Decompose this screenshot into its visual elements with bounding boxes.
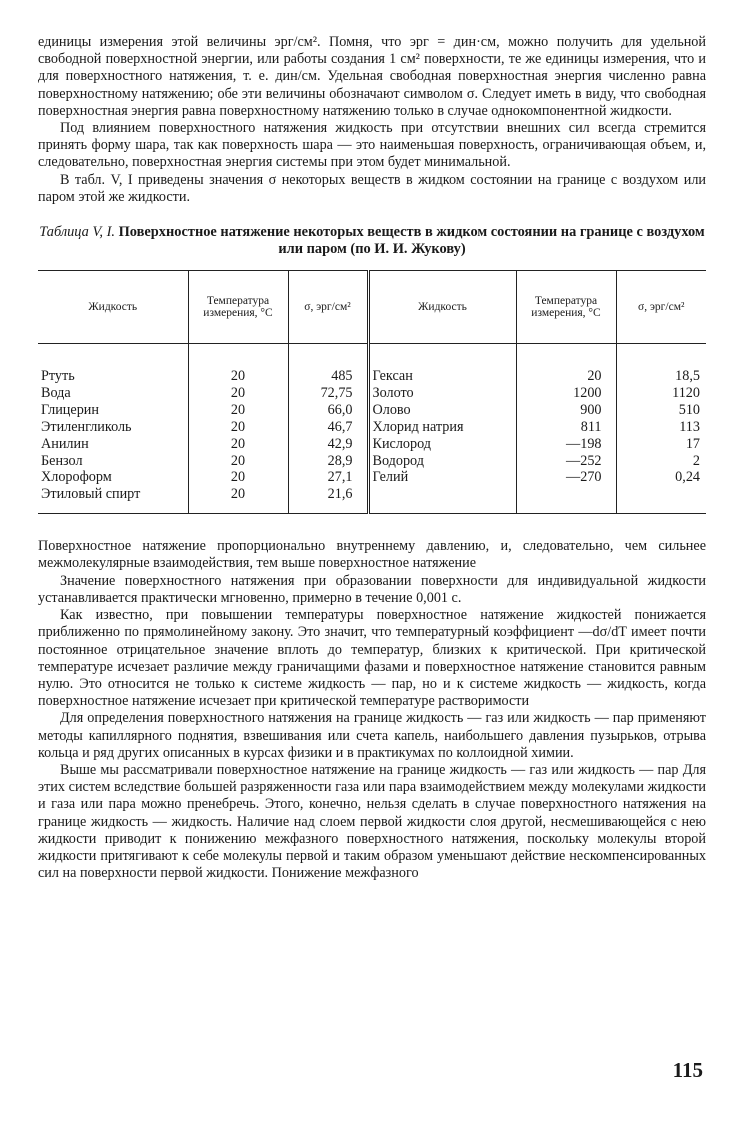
cell-liquid: Ртуть: [41, 368, 75, 385]
header-temp-left: Температура измерения, °С: [188, 271, 288, 344]
cell-temp: 20: [188, 486, 288, 513]
cell-sigma: 113: [616, 419, 706, 436]
cell-liquid: Водород: [368, 453, 516, 470]
cell-sigma: 46,7: [288, 419, 368, 436]
table-row: [38, 419, 706, 436]
cell-sigma: 18,5: [616, 344, 706, 385]
cell-liquid: Хлорид натрия: [368, 419, 516, 436]
cell-sigma: 42,9: [288, 436, 368, 453]
cell-sigma: 66,0: [288, 402, 368, 419]
paragraph-measurement-methods: Для определения поверхностного натяжения на границе жидкость — газ или жидкость — пар применяют методы капиллярного поднятия, взвешивания или счета капель, наибольшего давления пузырьков, отрыва кольца и ряд других описанных в курсах физики и в практикумах по коллоидной химии.: [38, 710, 706, 761]
table-row: [38, 453, 706, 470]
cell-sigma: 28,9: [288, 453, 368, 470]
paragraph-instant-formation: Значение поверхностного натяжения при образовании поверхности для индивидуальной жидкости устанавливается практически мгновенно, примерно в течение 0,001 с.: [38, 572, 706, 606]
table-row: [38, 486, 706, 513]
cell-sigma: 510: [616, 402, 706, 419]
cell-temp: —252: [516, 453, 616, 470]
page-body: [38, 34, 706, 882]
page-number: 115: [672, 1058, 703, 1082]
cell-temp: 20: [188, 344, 288, 385]
paragraph-continuation: единицы измерения этой величины эрг/см². Помня, что эрг = дин·см, можно получить для удельной свободной поверхностной энергии, или работы создания 1 см² поверхности, те же единицы измерения, что и для поверхностного натяжения, т. е. дин/см. Удельная свободная поверхностная энергия численно равна поверхностному натяжению; обе эти величины обозначают символом σ. Следует иметь в виду, что свободная поверхностная энергия равна поверхностному натяжению только в случае однокомпонентной жидкости.: [38, 34, 706, 119]
cell-sigma: 21,6: [288, 486, 368, 513]
cell-temp: 20: [188, 419, 288, 436]
table-row: [38, 436, 706, 453]
cell-temp: [516, 486, 616, 513]
cell-liquid: Вода: [41, 384, 71, 401]
header-sigma-right: σ, эрг/см²: [616, 271, 706, 344]
paragraph-interfacial-tension: Выше мы рассматривали поверхностное натяжение на границе жидкость — газ или жидкость — пар Для этих систем вследствие большей разряженности газа или пара взаимодействием между молекулами жидкости и газа или пара можно пренебречь. Этого, конечно, нельзя сделать в случае поверхностного натяжения на границе жидкость — жидкость. Наличие над слоем первой жидкости слоя другой, несмешивающейся с нею жидкости приводит к понижению межфазного поверхностного натяжения, поскольку молекулы второй жидкости притягивают к себе молекулы первой и таким образом уменьшают действие нескомпенсированных сил на поверхности первой жидкости. Понижение межфазного: [38, 761, 706, 882]
cell-liquid: Гексан: [368, 344, 516, 385]
cell-temp: 811: [516, 419, 616, 436]
cell-temp: 20: [188, 436, 288, 453]
cell-temp: —198: [516, 436, 616, 453]
cell-liquid: Кислород: [368, 436, 516, 453]
paragraph-table-intro: В табл. V, I приведены значения σ некоторых веществ в жидком состоянии на границе с воздухом или паром этой же жидкости.: [38, 171, 706, 205]
cell-temp: 20: [516, 344, 616, 385]
cell-liquid: Бензол: [41, 452, 83, 469]
header-liquid-right: Жидкость: [368, 271, 516, 344]
header-sigma-left: σ, эрг/см²: [288, 271, 368, 344]
cell-temp: 20: [188, 385, 288, 402]
cell-liquid: Анилин: [41, 435, 89, 452]
cell-temp: 20: [188, 402, 288, 419]
cell-sigma: 17: [616, 436, 706, 453]
header-liquid-left: Жидкость: [88, 300, 138, 313]
cell-sigma: 485: [288, 344, 368, 385]
table-row: [38, 385, 706, 402]
cell-temp: 900: [516, 402, 616, 419]
cell-sigma: 72,75: [288, 385, 368, 402]
cell-temp: 20: [188, 469, 288, 486]
table-row: [38, 344, 706, 385]
header-temp-right: Температура измерения, °С: [516, 271, 616, 344]
cell-liquid: Золото: [368, 385, 516, 402]
table-caption-label: Таблица V, I.: [39, 224, 115, 241]
cell-liquid: Олово: [368, 402, 516, 419]
cell-sigma: 27,1: [288, 469, 368, 486]
table-row: [38, 402, 706, 419]
cell-sigma: 2: [616, 453, 706, 470]
paragraph-sphere-shape: Под влиянием поверхностного натяжения жидкость при отсутствии внешних сил всегда стремится принять форму шара, так как поверхность шара — это наименьшая поверхность, ограничивающая объем, и, следовательно, поверхностная энергия системы при этом будет минимальной.: [38, 120, 706, 171]
cell-liquid: [368, 486, 516, 513]
cell-sigma: 0,24: [616, 469, 706, 486]
cell-temp: 1200: [516, 385, 616, 402]
table-header-row: [38, 271, 706, 344]
cell-sigma: 1120: [616, 385, 706, 402]
cell-temp: —270: [516, 469, 616, 486]
cell-liquid: Глицерин: [41, 401, 99, 418]
paragraph-internal-pressure: Поверхностное натяжение пропорционально внутреннему давлению, и, следовательно, чем сильнее межмолекулярные взаимодействия, тем выше поверхностное натяжение: [38, 538, 706, 572]
cell-liquid: Гелий: [368, 469, 516, 486]
paragraph-temperature-dependence: Как известно, при повышении температуры поверхностное натяжение жидкостей понижается приближенно по прямолинейному закону. Это значит, что температурный коэффициент —dσ/dT имеет почти постоянное отрицательное значение вплоть до температур, близких к критической. При критической температуре исчезает различие между граничащими фазами и поверхностное натяжение становится равным нулю. Это относится не только к системе жидкость — пар, но и к системе жидкость — жидкость, когда поверхностное натяжение исчезает при критической температуре растворимости: [38, 607, 706, 710]
surface-tension-table: [38, 270, 706, 514]
cell-liquid: Этиленгликоль: [41, 418, 132, 435]
cell-liquid: Этиловый спирт: [41, 486, 141, 503]
cell-liquid: Хлороформ: [41, 469, 112, 486]
cell-temp: 20: [188, 453, 288, 470]
table-caption: [38, 224, 706, 258]
table-row: [38, 469, 706, 486]
cell-sigma: [616, 486, 706, 513]
table-caption-title: Поверхностное натяжение некоторых веществ в жидком состоянии на границе с воздухом или паром (по И. И. Жукову): [118, 224, 705, 258]
